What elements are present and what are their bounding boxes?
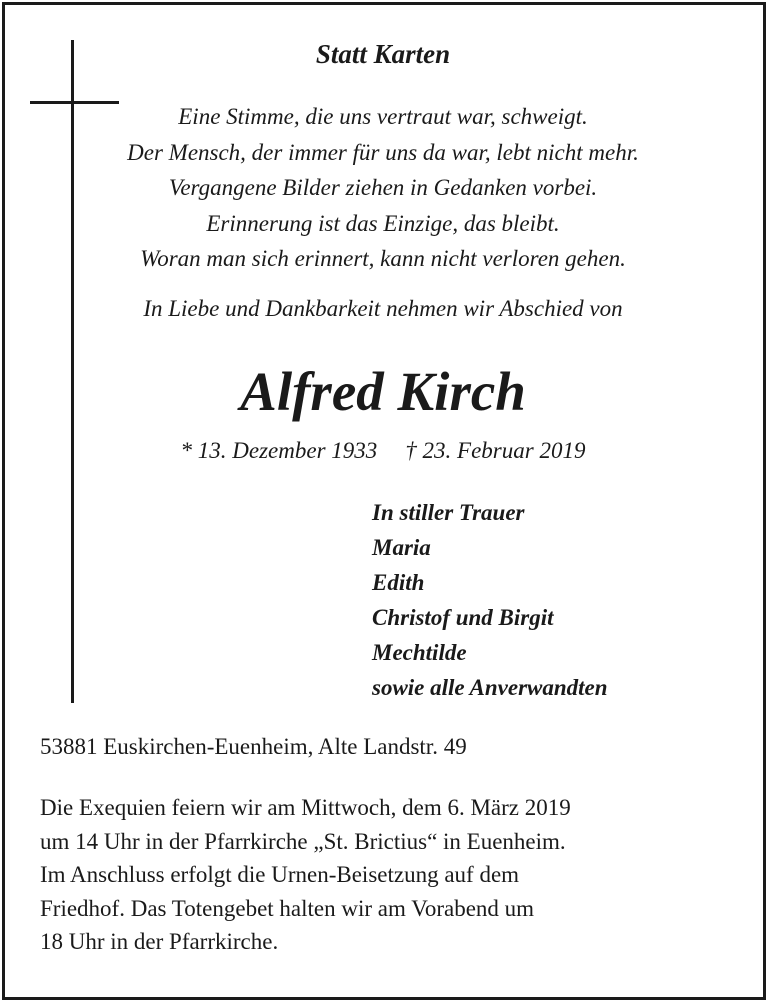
death-date: † 23. Februar 2019 <box>405 438 586 463</box>
family-address: 53881 Euskirchen-Euenheim, Alte Landstr. 49 <box>40 734 467 759</box>
birth-date: * 13. Dezember 1933 <box>180 438 378 463</box>
funeral-notice-line: Die Exequien feiern wir am Mittwoch, dem 6. März 2019 <box>40 795 571 820</box>
funeral-notice <box>40 791 571 959</box>
poem-line: Vergangene Bilder ziehen in Gedanken vorbei. <box>168 175 598 200</box>
notice-header: Statt Karten <box>315 39 451 69</box>
poem-line: Eine Stimme, die uns vertraut war, schweigt. <box>178 104 588 129</box>
funeral-notice-line: um 14 Uhr in der Pfarrkirche „St. Brictius“ in Euenheim. <box>40 828 566 854</box>
poem-line: Woran man sich erinnert, kann nicht verloren gehen. <box>140 246 626 271</box>
funeral-notice-line: 18 Uhr in der Pfarrkirche. <box>40 929 279 954</box>
poem-line: Der Mensch, der immer für uns da war, lebt nicht mehr. <box>127 139 639 165</box>
mourner-line: Mechtilde <box>372 640 467 665</box>
deceased-name: Alfred Kirch <box>240 361 526 422</box>
mourner-line: Edith <box>372 570 425 595</box>
mourner-line: In stiller Trauer <box>372 500 525 525</box>
poem-line: Erinnerung ist das Einzige, das bleibt. <box>206 210 560 236</box>
mourner-line: Maria <box>372 535 431 560</box>
funeral-notice-line: Im Anschluss erfolgt die Urnen-Beisetzung auf dem <box>40 862 520 887</box>
mourners-list <box>372 495 608 705</box>
mourner-line: sowie alle Anverwandten <box>372 675 608 700</box>
mourner-line: Christof und Birgit <box>372 605 554 630</box>
funeral-notice-line: Friedhof. Das Totengebet halten wir am Vorabend um <box>40 895 535 921</box>
farewell-intro: In Liebe und Dankbarkeit nehmen wir Abschied von <box>143 296 623 321</box>
life-dates <box>0 434 766 468</box>
poem <box>0 99 766 277</box>
